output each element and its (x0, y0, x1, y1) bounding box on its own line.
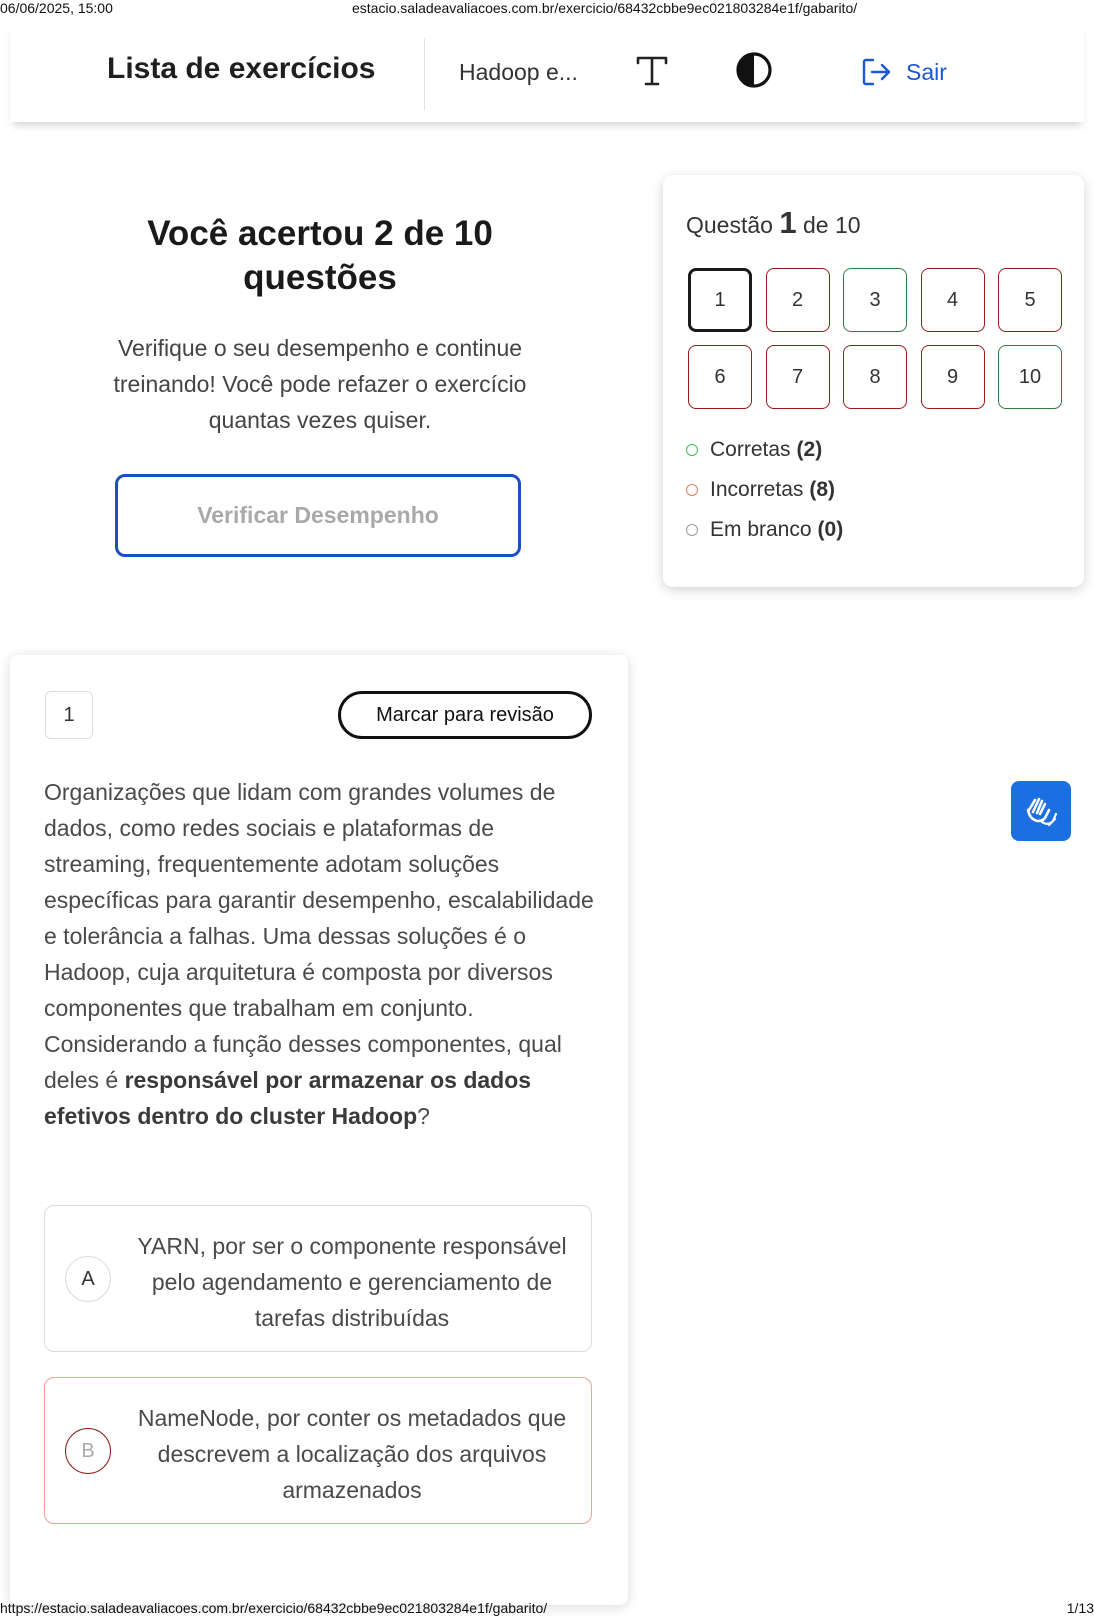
font-size-button[interactable] (630, 48, 674, 92)
legend-correct (686, 430, 843, 470)
question-nav-button-7[interactable]: 7 (766, 345, 830, 409)
question-counter-prefix: Questão (686, 212, 773, 238)
question-nav-button-9[interactable]: 9 (921, 345, 985, 409)
result-headline-line1: Você acertou 2 de 10 (147, 214, 493, 253)
top-bar (10, 22, 1084, 122)
question-counter-current: 1 (779, 205, 797, 240)
question-card (10, 655, 628, 1605)
print-footer-url: https://estacio.saladeavaliacoes.com.br/exercicio/68432cbbe9ec021803284e1f/gabarito/ (0, 1600, 548, 1616)
question-nav-button-6[interactable]: 6 (688, 345, 752, 409)
result-message: Verifique o seu desempenho e continue treinando! Você pode refazer o exercício quantas vezes quiser. (113, 335, 527, 433)
legend-correct-label: Corretas (710, 438, 791, 461)
sign-language-icon (1022, 792, 1060, 830)
incorrect-dot-icon (686, 484, 698, 496)
print-page-number: 1/13 (1066, 1600, 1094, 1616)
print-url: estacio.saladeavaliacoes.com.br/exercicio/68432cbbe9ec021803284e1f/gabarito/ (352, 0, 858, 16)
question-number-badge: 1 (45, 691, 93, 739)
legend-blank-count: (0) (817, 518, 844, 541)
status-legend (686, 430, 843, 550)
header-divider (424, 38, 425, 110)
option-b-text: NameNode, por conter os metadados que descrevem a localização dos arquivos armazenados (137, 1405, 567, 1503)
question-text-plain: Organizações que lidam com grandes volumes de dados, como redes sociais e plataformas de streaming, frequentemente adotam soluções específicas para garantir desempenho, escalabilidade e tolerância a falhas. Uma dessas soluções é o Hadoop, cuja arquitetura é composta por diversos componentes que trabalham em conjunto. Considerando a função desses componentes, qual deles é (44, 779, 594, 1093)
legend-correct-count: (2) (796, 438, 823, 461)
print-datetime: 06/06/2025, 15:00 (0, 0, 113, 16)
option-b[interactable] (44, 1377, 592, 1524)
question-nav-button-4[interactable]: 4 (921, 268, 985, 332)
contrast-icon (732, 48, 776, 92)
question-nav-button-1[interactable]: 1 (688, 268, 752, 332)
print-header (0, 0, 1094, 18)
question-counter (686, 205, 861, 241)
contrast-button[interactable] (732, 48, 776, 92)
question-text-end: ? (417, 1103, 430, 1129)
legend-incorrect-count: (8) (809, 478, 836, 501)
question-nav-button-5[interactable]: 5 (998, 268, 1062, 332)
option-b-letter: B (65, 1428, 111, 1474)
option-a[interactable] (44, 1205, 592, 1352)
question-nav-button-3[interactable]: 3 (843, 268, 907, 332)
question-nav-button-10[interactable]: 10 (998, 345, 1062, 409)
correct-dot-icon (686, 444, 698, 456)
result-headline (60, 212, 580, 300)
vlibras-button[interactable] (1011, 781, 1071, 841)
option-a-text: YARN, por ser o componente responsável pelo agendamento e gerenciamento de tarefas distribuídas (137, 1233, 567, 1331)
question-counter-suffix: de 10 (802, 212, 861, 238)
font-size-icon (630, 48, 674, 92)
question-text (44, 774, 604, 1134)
logout-label: Sair (906, 58, 947, 85)
option-a-letter: A (65, 1256, 111, 1302)
page-title: Lista de exercícios (107, 52, 376, 85)
mark-for-review-button[interactable]: Marcar para revisão (338, 691, 592, 739)
legend-incorrect-label: Incorretas (710, 478, 804, 501)
logout-icon (860, 56, 892, 88)
question-nav-button-2[interactable]: 2 (766, 268, 830, 332)
legend-blank-label: Em branco (710, 518, 812, 541)
exercise-name[interactable]: Hadoop e... (459, 59, 578, 85)
verify-performance-button[interactable]: Verificar Desempenho (115, 474, 521, 557)
question-navigator (663, 175, 1084, 587)
blank-dot-icon (686, 524, 698, 536)
logout-button[interactable] (860, 52, 947, 92)
print-footer (0, 1600, 1094, 1620)
legend-blank (686, 510, 843, 550)
question-nav-button-8[interactable]: 8 (843, 345, 907, 409)
legend-incorrect (686, 470, 843, 510)
result-headline-line2: questões (243, 258, 397, 297)
result-summary (60, 212, 580, 438)
question-text-bold: responsável por armazenar os dados efetivos dentro do cluster Hadoop (44, 1067, 532, 1129)
